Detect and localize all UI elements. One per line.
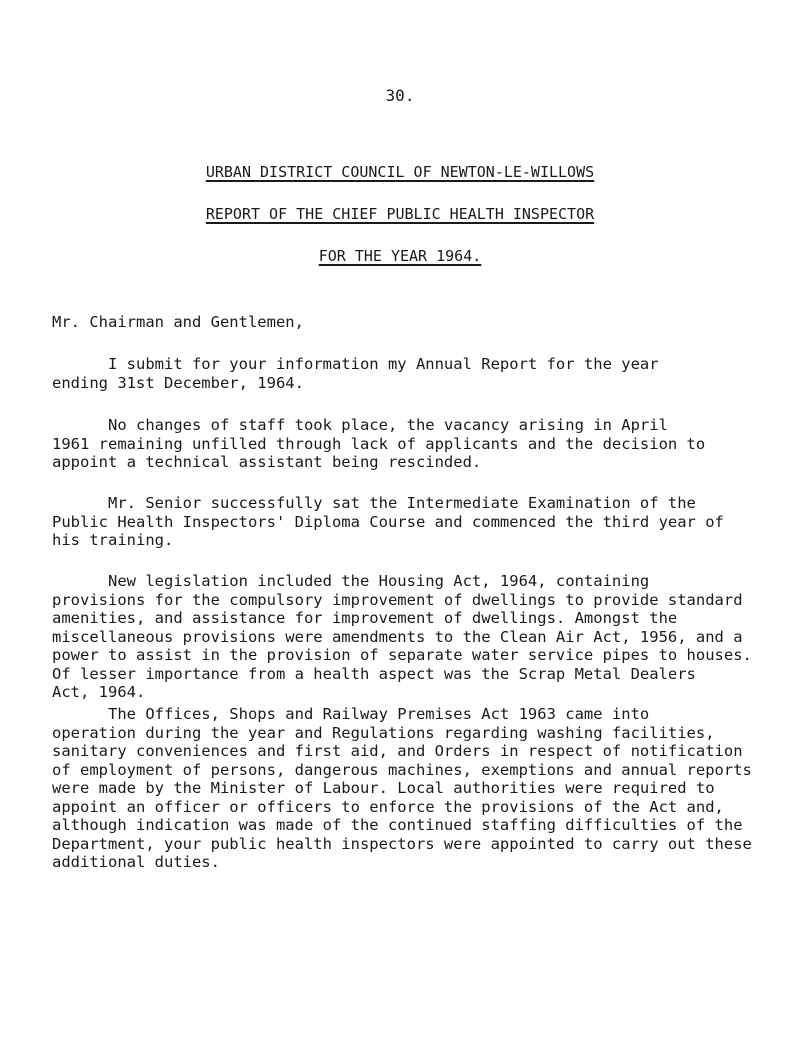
paragraph-line: Mr. Senior successfully sat the Intermediate Examination of the xyxy=(52,494,696,512)
paragraph-line: of employment of persons, dangerous machines, exemptions and annual reports xyxy=(52,760,752,779)
paragraph-line: No changes of staff took place, the vacancy arising in April xyxy=(52,416,668,434)
paragraph-introduction xyxy=(52,355,764,392)
paragraph-line: New legislation included the Housing Act, 1964, containing xyxy=(52,572,650,590)
paragraph-line: Act, 1964. xyxy=(52,683,146,701)
paragraph-line: 1961 remaining unfilled through lack of applicants and the decision to xyxy=(52,434,706,453)
report-title xyxy=(0,205,800,223)
paragraph-line: Of lesser importance from a health aspect was the Scrap Metal Dealers xyxy=(52,664,696,683)
paragraph-line: Public Health Inspectors' Diploma Course and commenced the third year of xyxy=(52,512,724,531)
paragraph-line: appoint an officer or officers to enforce the provisions of the Act and, xyxy=(52,797,724,816)
paragraph-line: power to assist in the provision of separate water service pipes to houses. xyxy=(52,646,752,664)
paragraph-examination xyxy=(52,494,764,550)
paragraph-line: operation during the year and Regulations regarding washing facilities, xyxy=(52,723,715,742)
salutation: Mr. Chairman and Gentlemen, xyxy=(52,313,304,331)
paragraph-line: additional duties. xyxy=(52,853,220,871)
paragraph-line: sanitary conveniences and first aid, and Orders in respect of notification xyxy=(52,742,743,760)
paragraph-line: his training. xyxy=(52,531,174,549)
council-title-text: URBAN DISTRICT COUNCIL OF NEWTON-LE-WILLOWS xyxy=(205,163,595,181)
paragraph-offices-act xyxy=(52,705,764,872)
paragraph-line: The Offices, Shops and Railway Premises Act 1963 came into xyxy=(52,705,650,723)
year-title-text: FOR THE YEAR 1964. xyxy=(318,247,482,265)
paragraph-line: although indication was made of the continued staffing difficulties of the xyxy=(52,816,743,834)
paragraph-line: appoint a technical assistant being rescinded. xyxy=(52,453,482,471)
year-title xyxy=(0,247,800,265)
page-number: 30. xyxy=(385,86,415,105)
paragraph-staff xyxy=(52,416,764,472)
paragraph-legislation xyxy=(52,572,764,702)
paragraph-line: provisions for the compulsory improvement of dwellings to provide standard xyxy=(52,590,743,609)
paragraph-line: were made by the Minister of Labour. Local authorities were required to xyxy=(52,779,715,797)
paragraph-line: amenities, and assistance for improvement of dwellings. Amongst the xyxy=(52,609,678,627)
paragraph-line: ending 31st December, 1964. xyxy=(52,373,304,392)
paragraph-line: Department, your public health inspectors were appointed to carry out these xyxy=(52,834,752,853)
report-title-text: REPORT OF THE CHIEF PUBLIC HEALTH INSPECTOR xyxy=(205,205,595,223)
paragraph-line: I submit for your information my Annual Report for the year xyxy=(52,355,659,373)
council-title xyxy=(0,163,800,181)
paragraph-line: miscellaneous provisions were amendments to the Clean Air Act, 1956, and a xyxy=(52,627,743,646)
